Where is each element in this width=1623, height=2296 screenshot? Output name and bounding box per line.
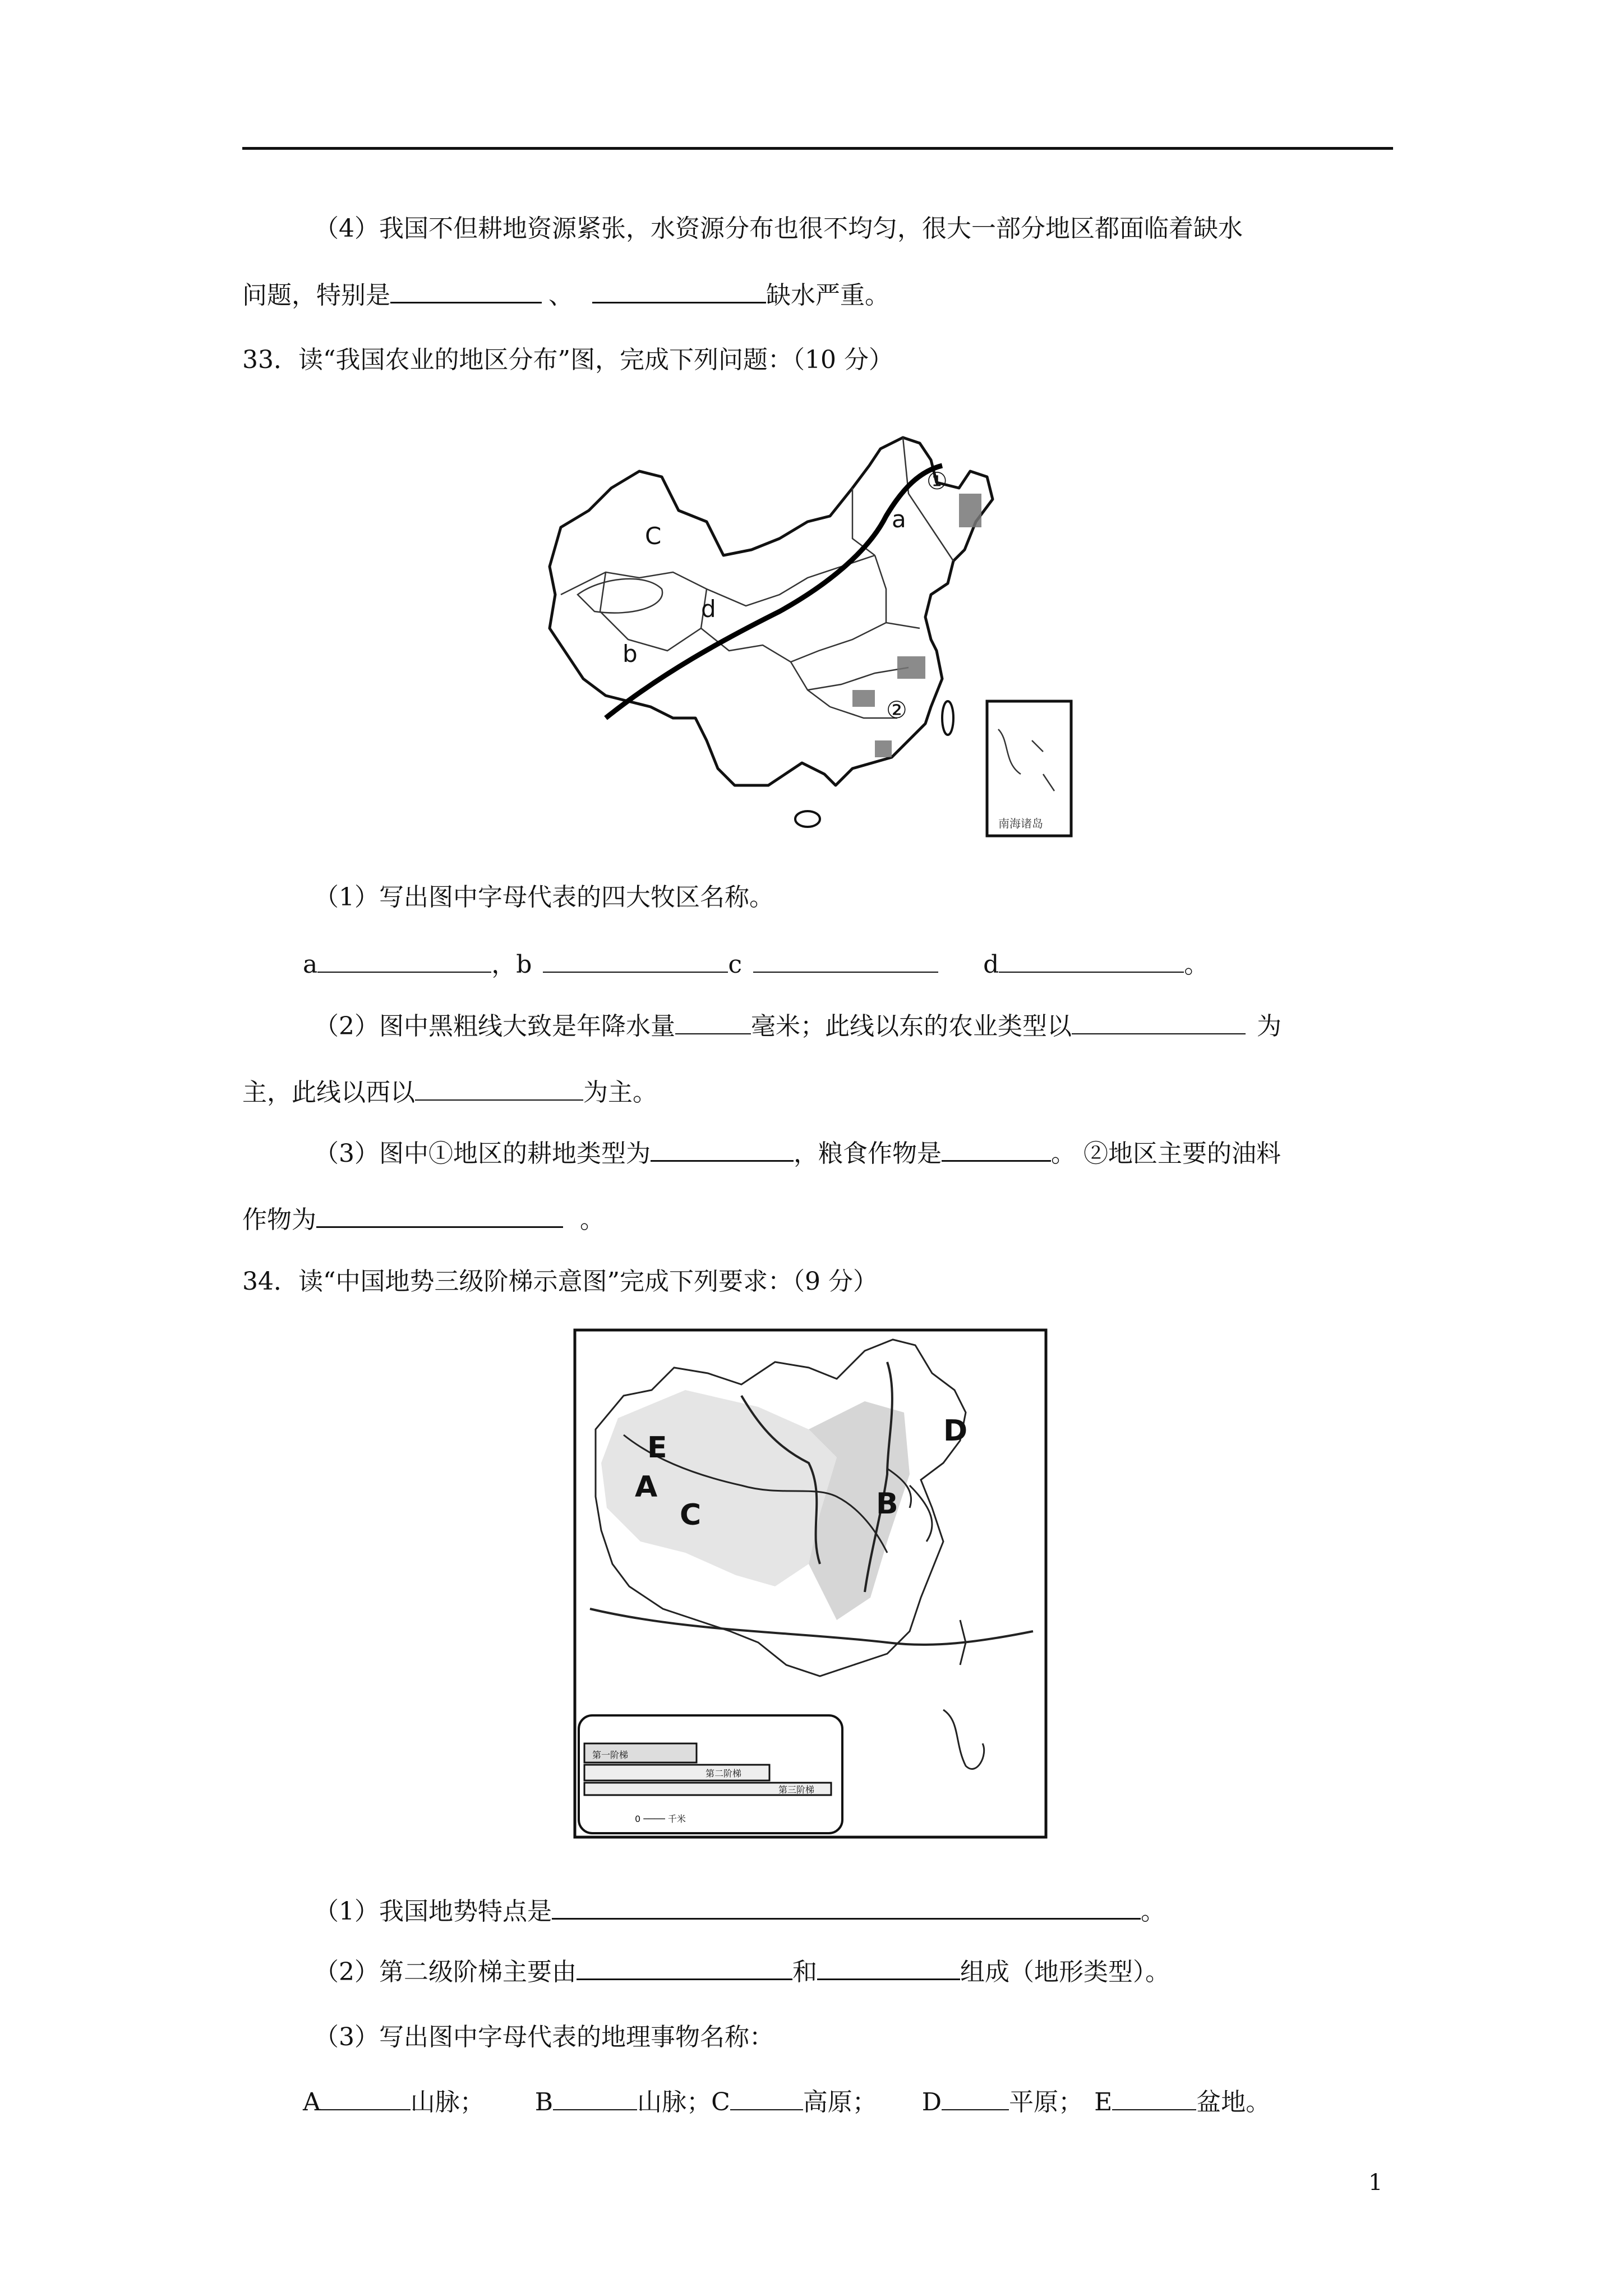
south-china-sea-inset [987,701,1071,836]
province-borders [561,438,953,718]
answer-blank[interactable] [317,949,491,973]
suffix-d: 平原； [1009,2088,1083,2116]
q33-p2-text-b: 毫米；此线以东的农业类型以 [751,1012,1072,1041]
answer-blank[interactable] [942,1138,1051,1162]
q34-p4 [303,2086,1270,2119]
blank-label-b: B [534,2088,554,2116]
answer-blank[interactable] [415,1077,583,1101]
page-number: 1 [1368,2170,1383,2196]
map-label-b: B [876,1487,898,1521]
step1-label: 第一阶梯 [592,1750,629,1760]
hatched-region-4 [875,740,892,757]
q33-p3-text-b: ，粮食作物是 [794,1139,942,1168]
suffix-c: 高原； [803,2088,877,2116]
q32-4-prefix: 问题，特别是 [242,281,390,310]
blank-label-a: A [303,2088,321,2116]
answer-blank[interactable] [321,2087,411,2110]
blank-label-d: d [983,950,999,979]
q34-p2 [314,1955,1170,1989]
map-label-a: A [635,1470,658,1504]
map-label-d: D [943,1414,968,1448]
map-label-e: E [647,1431,667,1465]
terrain-steps-inset [579,1715,842,1833]
q34-p3: （3）写出图中字母代表的地理事物名称： [314,2023,774,2051]
answer-blank[interactable] [553,2087,637,2110]
answer-blank[interactable] [999,949,1184,973]
q32-4-suffix: 缺水严重。 [766,281,889,310]
q33-p3-text-a: （3）图中①地区的耕地类型为 [314,1139,651,1168]
answer-blank[interactable] [577,1956,792,1980]
basin-outline [578,579,662,613]
q33-title: 33．读“我国农业的地区分布”图，完成下列问题：（10 分） [242,346,893,374]
answer-blank[interactable] [390,279,542,303]
hatched-region-3 [852,690,875,707]
map-label-region2: ② [886,696,907,724]
step2-label: 第二阶梯 [706,1768,742,1779]
china-agriculture-map [538,426,1127,847]
hatched-region-2 [897,656,925,679]
q33-p2-line2 [242,1076,657,1110]
blank-label-b: ，b [491,950,532,979]
blank-label-d: D [921,2088,942,2116]
answer-blank[interactable] [753,949,938,973]
q32-4-sep: 、 [548,281,573,310]
q33-p3-line1 [314,1137,1281,1171]
q32-4-line1: （4）我国不但耕地资源紧张，水资源分布也很不均匀，很大一部分地区都面临着缺水 [314,214,1243,243]
answer-blank[interactable] [675,1011,751,1034]
taiwan-island [942,701,953,735]
q32-4-line2 [242,279,889,312]
answer-blank[interactable] [1112,2087,1196,2110]
answer-blank[interactable] [552,1895,1141,1920]
q34-p1-text-b: 。 [1141,1897,1165,1926]
header-rule [242,147,1393,150]
step3-label: 第三阶梯 [778,1784,815,1795]
q34-p1 [314,1895,1165,1929]
q33-p1: （1）写出图中字母代表的四大牧区名称。 [314,883,774,912]
answer-blank[interactable] [1072,1011,1246,1034]
china-terrain-steps-map [573,1328,1048,1839]
answer-blank[interactable] [651,1138,794,1162]
q33-p3-text-d: 作物为 [242,1205,316,1234]
suffix-a: 山脉； [410,2088,485,2116]
q33-p2-text-e: 为主。 [583,1078,657,1107]
q33-p2-text-a: （2）图中黑粗线大致是年降水量 [314,1012,675,1041]
map-label-c: C [645,522,662,550]
answer-blank[interactable] [817,1956,960,1980]
q33-p2-text-d: 主，此线以西以 [242,1078,415,1107]
hainan-island [795,811,820,827]
scale-label: 0 ──── 千米 [635,1814,686,1824]
suffix-b: 山脉；C [637,2088,730,2116]
q34-p1-text-a: （1）我国地势特点是 [314,1897,552,1926]
q33-p2-text-c: 为 [1257,1012,1281,1041]
q33-p3-text-e: 。 [580,1205,605,1234]
blank-label-e: E [1094,2088,1113,2116]
map-label-a: a [892,505,906,533]
answer-blank[interactable] [543,949,728,973]
q33-p3-line2 [242,1203,605,1237]
blank-label-a: a [303,950,318,979]
q34-title: 34．读“中国地势三级阶梯示意图”完成下列要求：（9 分） [242,1267,878,1296]
precipitation-line [606,466,942,718]
blank-label-c: c [728,950,743,979]
q33-p2-line1 [314,1010,1281,1043]
blank-end: 。 [1184,950,1209,979]
hatched-region-1 [959,494,981,527]
answer-blank[interactable] [316,1204,563,1228]
q34-p2-text-c: 组成（地形类型）。 [960,1958,1170,1986]
answer-blank[interactable] [730,2087,803,2110]
inset-label: 南海诸岛 [998,817,1043,830]
q34-p2-text-b: 和 [792,1958,817,1986]
map-label-d: d [701,595,716,623]
map-label-b: b [623,640,638,668]
q34-p2-text-a: （2）第二级阶梯主要由 [314,1958,577,1986]
map-label-c: C [680,1498,702,1532]
q33-p1-blanks [303,948,1209,982]
suffix-e: 盆地。 [1196,2088,1271,2116]
q33-p3-text-c: 。 ②地区主要的油料 [1051,1139,1281,1168]
answer-blank[interactable] [942,2087,1009,2110]
answer-blank[interactable] [592,279,766,303]
map-label-region1: ① [926,467,948,495]
